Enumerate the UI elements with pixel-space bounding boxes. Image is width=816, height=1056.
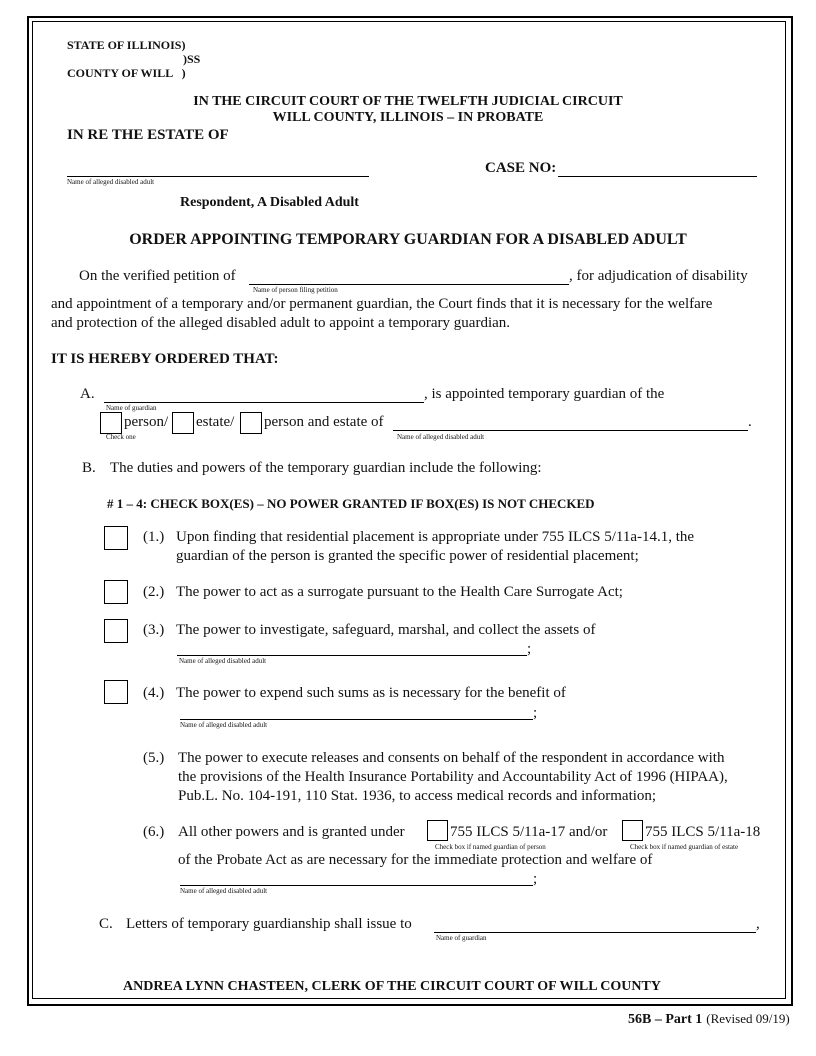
item-3-line-1: The power to investigate, safeguard, marshal, and collect the assets of (176, 622, 596, 638)
adult-name-line[interactable] (67, 176, 369, 177)
court-title-2: WILL COUNTY, ILLINOIS – IN PROBATE (272, 110, 544, 125)
item-3-name-line[interactable] (177, 655, 527, 656)
item-4-line-1: The power to expend such sums as is necessary for the benefit of (176, 685, 566, 701)
item-6-text-a: All other powers and is granted under (178, 824, 405, 840)
section-a-adult-caption: Name of alleged disabled adult (397, 433, 485, 441)
item-1-line-1: Upon finding that residential placement is appropriate under 755 ILCS 5/11a-14.1, the (176, 529, 695, 545)
item-3-caption: Name of alleged disabled adult (179, 657, 267, 665)
item-4-checkbox[interactable] (104, 680, 128, 704)
item-4-caption: Name of alleged disabled adult (180, 721, 268, 729)
item-6-caption-person: Check box if named guardian of person (435, 843, 546, 851)
section-c-comma: , (756, 916, 760, 932)
check-one-caption: Check one (106, 433, 136, 441)
guardian-name-line[interactable] (104, 402, 424, 403)
item-6-checkbox-estate[interactable] (622, 820, 643, 841)
guardian-caption: Name of guardian (106, 404, 157, 412)
item-6-caption-estate: Check box if named guardian of estate (630, 843, 739, 851)
ordered-heading: IT IS HEREBY ORDERED THAT: (51, 351, 279, 367)
item-5-line-3: Pub.L. No. 104-191, 110 Stat. 1936, to access medical records and information; (178, 788, 657, 804)
item-1-number: (1.) (143, 529, 165, 545)
petitioner-caption: Name of person filing petition (253, 286, 338, 294)
item-2-line-1: The power to act as a surrogate pursuant to the Health Care Surrogate Act; (176, 584, 623, 600)
item-4-number: (4.) (143, 685, 165, 701)
section-c-letter: C. (99, 916, 113, 932)
intro-pre: On the verified petition of (79, 268, 236, 284)
option-estate-label: estate/ (196, 414, 235, 430)
clerk-line: ANDREA LYNN CHASTEEN, CLERK OF THE CIRCUIT COURT OF WILL COUNTY (123, 979, 661, 994)
adult-name-caption: Name of alleged disabled adult (67, 178, 155, 186)
item-6-text-c: 755 ILCS 5/11a-18 (645, 824, 761, 840)
item-5-number: (5.) (143, 750, 165, 766)
item-6-line-2: of the Probate Act as are necessary for the immediate protection and welfare of (178, 852, 653, 868)
item-2-number: (2.) (143, 584, 165, 600)
ss-label: )SS (183, 52, 201, 66)
section-a-period: . (748, 414, 752, 430)
section-a-adult-line[interactable] (393, 430, 748, 431)
item-6-number: (6.) (143, 824, 165, 840)
checkbox-person[interactable] (100, 412, 122, 434)
checkbox-person-and-estate[interactable] (240, 412, 262, 434)
section-a-text: , is appointed temporary guardian of the (424, 386, 665, 402)
in-re-label: IN RE THE ESTATE OF (67, 127, 229, 143)
item-1-line-2: guardian of the person is granted the specific power of residential placement; (176, 548, 639, 564)
document-title: ORDER APPOINTING TEMPORARY GUARDIAN FOR A DISABLED ADULT (129, 231, 687, 248)
item-2-checkbox[interactable] (104, 580, 128, 604)
state-label: STATE OF ILLINOIS) (67, 38, 186, 52)
item-4-name-line[interactable] (180, 719, 533, 720)
option-person-label: person/ (124, 414, 169, 430)
section-c-guardian-line[interactable] (434, 932, 756, 933)
form-footer (628, 1010, 790, 1028)
intro-line-3: and protection of the alleged disabled adult to appoint a temporary guardian. (51, 315, 511, 331)
option-both-label: person and estate of (264, 414, 384, 430)
item-1-checkbox[interactable] (104, 526, 128, 550)
case-no-line[interactable] (558, 176, 757, 177)
section-a-letter: A. (80, 386, 95, 402)
item-6-semicolon: ; (533, 871, 538, 887)
court-title-1: IN THE CIRCUIT COURT OF THE TWELFTH JUDICIAL CIRCUIT (193, 94, 623, 109)
item-4-semicolon: ; (533, 705, 538, 721)
intro-line-2: and appointment of a temporary and/or permanent guardian, the Court finds that it is necessary for the welfare (51, 296, 713, 312)
section-b-letter: B. (82, 460, 96, 476)
section-c-text: Letters of temporary guardianship shall issue to (126, 916, 412, 932)
item-6-checkbox-person[interactable] (427, 820, 448, 841)
item-3-semicolon: ; (527, 641, 532, 657)
petitioner-line[interactable] (249, 284, 569, 285)
item-6-caption: Name of alleged disabled adult (180, 887, 268, 895)
item-5-line-1: The power to execute releases and consents on behalf of the respondent in accordance with (178, 750, 725, 766)
section-b-text: The duties and powers of the temporary guardian include the following: (110, 460, 542, 476)
case-no-label: CASE NO: (485, 160, 557, 176)
checkbox-estate[interactable] (172, 412, 194, 434)
respondent-label: Respondent, A Disabled Adult (180, 195, 359, 210)
form-number: 56B – Part 1 (628, 1012, 703, 1027)
item-5-line-2: the provisions of the Health Insurance Portability and Accountability Act of 1996 (HIPAA), (178, 769, 728, 785)
form-revised: (Revised 09/19) (706, 1011, 790, 1026)
item-6-text-b: 755 ILCS 5/11a-17 and/or (450, 824, 608, 840)
check-heading: # 1 – 4: CHECK BOX(ES) – NO POWER GRANTED IF BOX(ES) IS NOT CHECKED (107, 496, 595, 511)
item-6-name-line[interactable] (180, 885, 533, 886)
intro-post: , for adjudication of disability (569, 268, 748, 284)
item-3-checkbox[interactable] (104, 619, 128, 643)
county-label: COUNTY OF WILL ) (67, 66, 186, 80)
item-3-number: (3.) (143, 622, 165, 638)
section-c-caption: Name of guardian (436, 934, 487, 942)
